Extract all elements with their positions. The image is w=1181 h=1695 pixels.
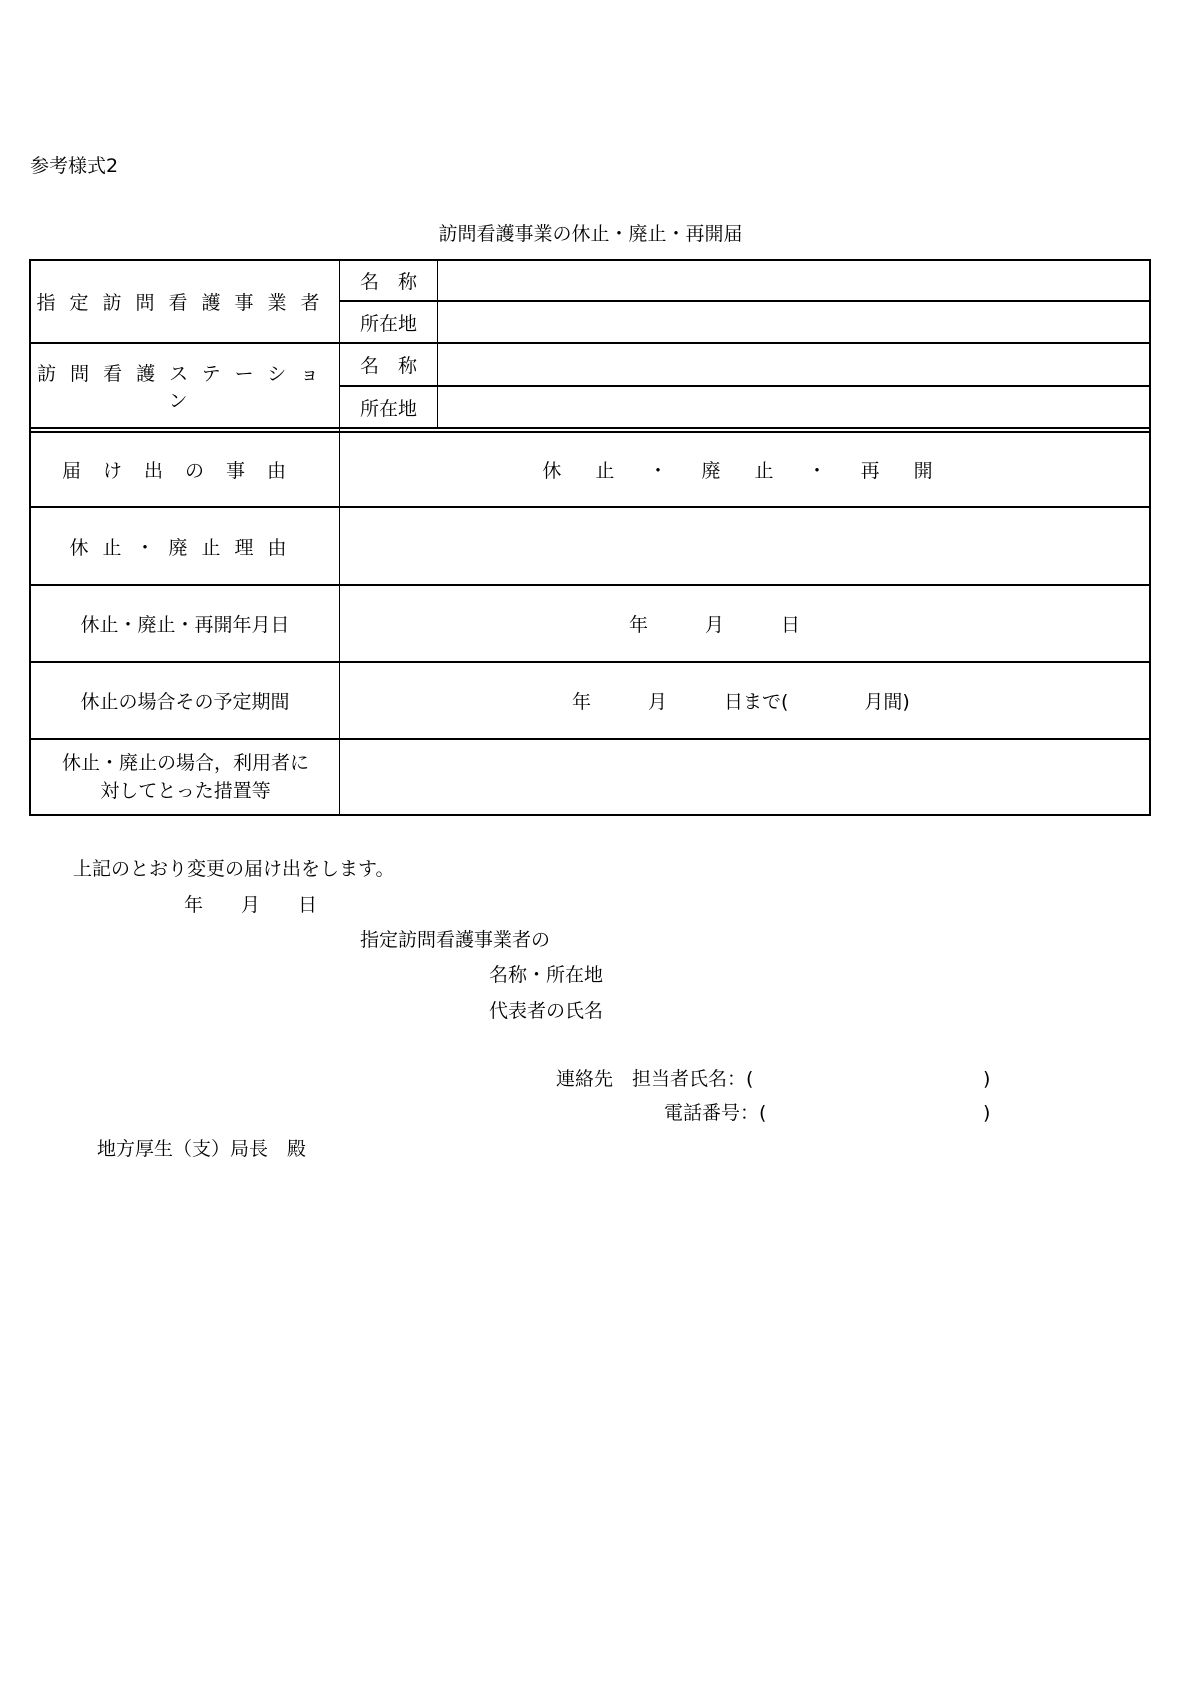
page-title: 訪問看護事業の休止・廃止・再開届 xyxy=(438,223,743,245)
phone-label: 電話番号：( xyxy=(664,1102,767,1124)
station-label: 訪問看護ステーション xyxy=(37,362,333,412)
station-name-field[interactable] xyxy=(438,344,1149,385)
effective-date-field[interactable]: 年 月 日 xyxy=(628,614,800,636)
name-address-label: 名称・所在地 xyxy=(489,964,604,986)
contact-person-label: 連絡先 担当者氏名：( xyxy=(556,1068,754,1090)
operator-label: 指定訪問看護事業者 xyxy=(36,292,334,314)
statement: 上記のとおり変更の届け出をします。 xyxy=(73,858,395,880)
operator-address-label: 所在地 xyxy=(359,312,417,335)
effective-date-label: 休止・廃止・再開年月日 xyxy=(80,614,290,636)
operator-line: 指定訪問看護事業者の xyxy=(360,929,551,951)
measures-field[interactable] xyxy=(340,740,1149,814)
reason-type-options[interactable]: 休 止 ・ 廃 止 ・ 再 開 xyxy=(542,460,947,482)
planned-period-label: 休止の場合その予定期間 xyxy=(80,691,290,713)
suspension-reason-field[interactable] xyxy=(340,508,1149,584)
planned-period-field[interactable]: 年 月 日まで( 月間) xyxy=(572,691,910,713)
submission-date[interactable]: 年 月 日 xyxy=(184,894,318,916)
station-address-label: 所在地 xyxy=(359,397,417,420)
contact-person-close: ) xyxy=(983,1068,991,1090)
form-number: 参考様式2 xyxy=(30,155,119,177)
station-address-field[interactable] xyxy=(438,387,1149,427)
addressee: 地方厚生（支）局長 殿 xyxy=(97,1138,307,1160)
station-name-label: 名 称 xyxy=(359,355,417,377)
operator-name-label: 名 称 xyxy=(359,271,417,293)
measures-label: 休止・廃止の場合，利用者に対してとった措置等 xyxy=(61,752,309,802)
suspension-reason-label: 休止・廃止理由 xyxy=(69,536,301,559)
operator-name-field[interactable] xyxy=(438,261,1149,300)
phone-close: ) xyxy=(983,1102,991,1124)
representative-label: 代表者の氏名 xyxy=(489,1000,604,1022)
operator-address-field[interactable] xyxy=(438,302,1149,342)
reason-type-label: 届け出の事由 xyxy=(61,460,308,482)
